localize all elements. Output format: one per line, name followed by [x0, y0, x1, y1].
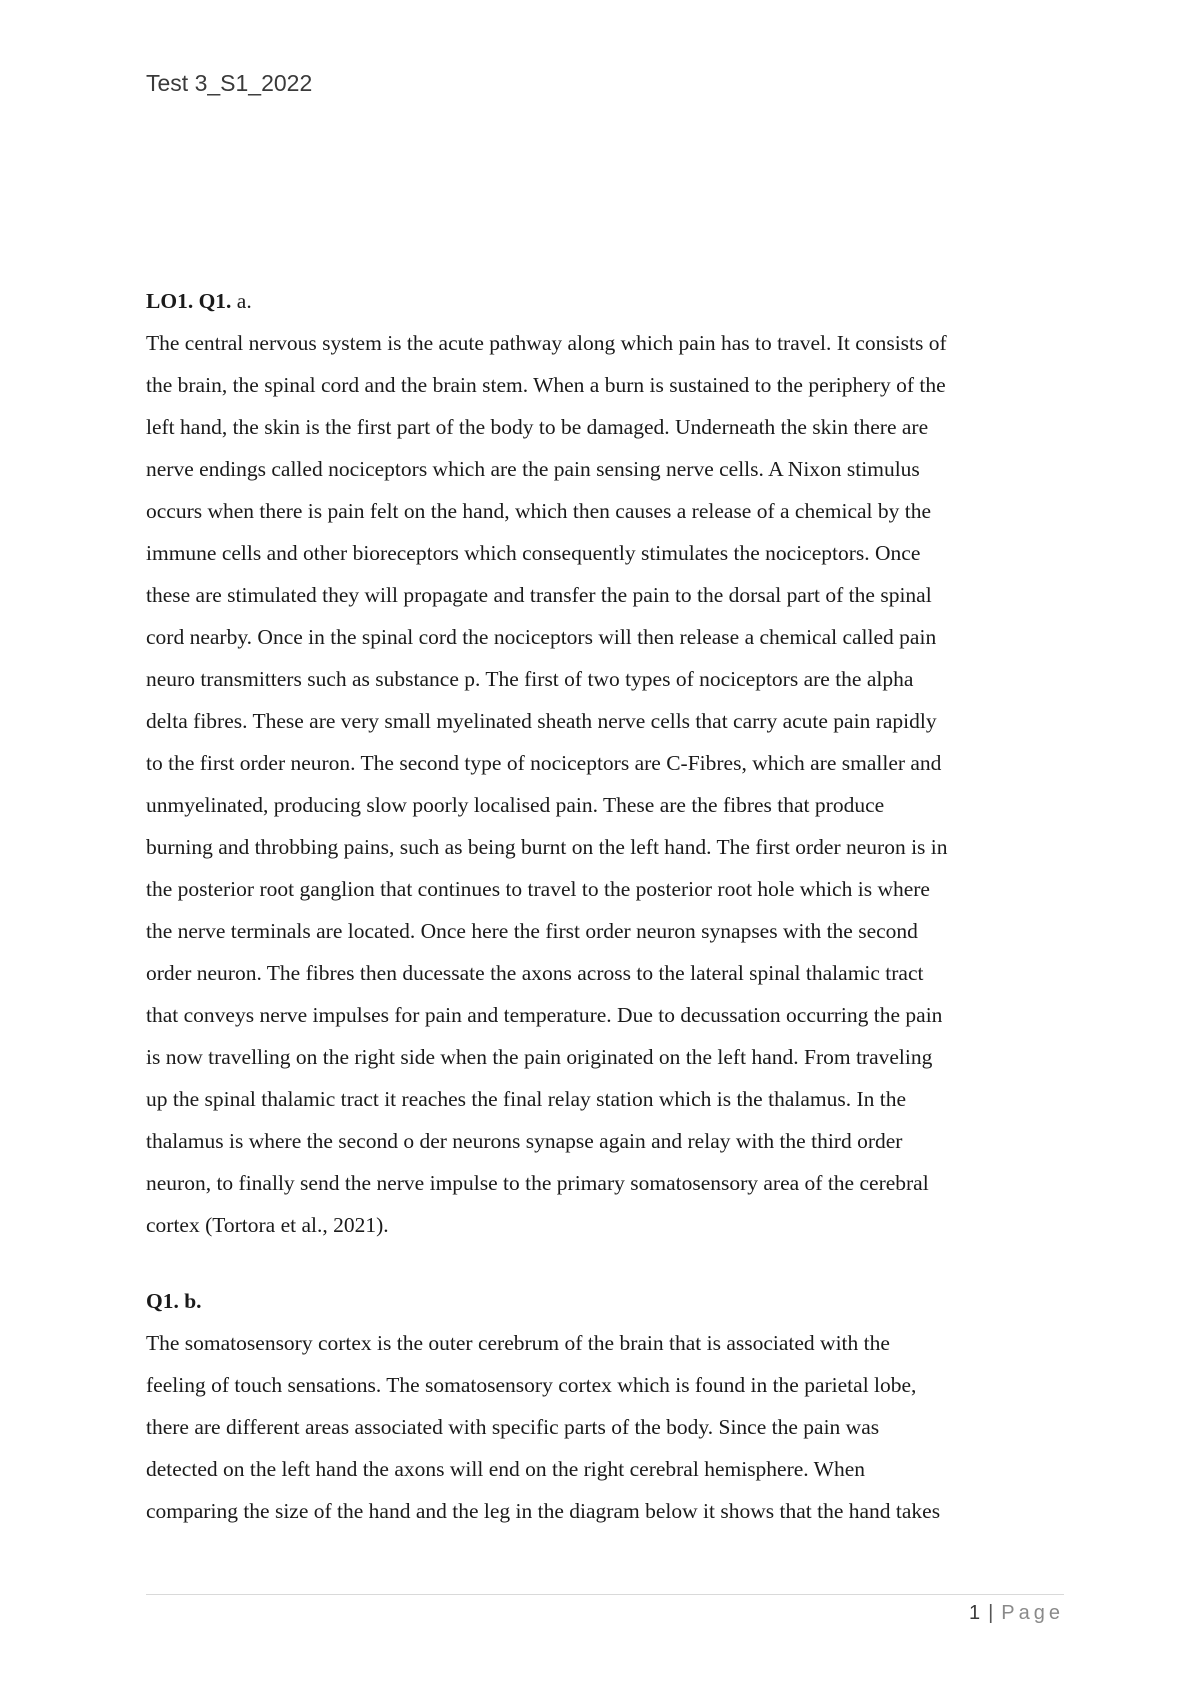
text-line: cord nearby. Once in the spinal cord the nociceptors will then release a chemical called pain	[146, 625, 937, 649]
text-line: occurs when there is pain felt on the hand, which then causes a release of a chemical by the	[146, 499, 932, 523]
heading-bold: LO1. Q1.	[146, 289, 232, 313]
text-line: left hand, the skin is the first part of the body to be damaged. Underneath the skin there are	[146, 415, 929, 439]
text-line: the brain, the spinal cord and the brain stem. When a burn is sustained to the periphery of the	[146, 373, 946, 397]
text-line: neuron, to finally send the nerve impulse to the primary somatosensory area of the cerebral	[146, 1171, 929, 1195]
text-line: to the first order neuron. The second type of nociceptors are C-Fibres, which are smaller and	[146, 751, 942, 775]
page-footer	[969, 1602, 1064, 1625]
page-header: Test 3_S1_2022	[146, 70, 313, 96]
paragraph	[146, 322, 1066, 1246]
text-line: the nerve terminals are located. Once here the first order neuron synapses with the second	[146, 919, 918, 943]
text-line: immune cells and other bioreceptors which consequently stimulates the nociceptors. Once	[146, 541, 921, 565]
text-line: delta fibres. These are very small myelinated sheath nerve cells that carry acute pain rapidly	[146, 709, 937, 733]
text-line: The somatosensory cortex is the outer cerebrum of the brain that is associated with the	[146, 1331, 890, 1355]
heading-suffix: a.	[231, 289, 252, 313]
section-q1b	[146, 1280, 1066, 1532]
text-line: detected on the left hand the axons will end on the right cerebral hemisphere. When	[146, 1457, 866, 1481]
footer-separator: |	[988, 1602, 994, 1624]
heading-bold: Q1. b.	[146, 1289, 202, 1313]
paragraph	[146, 1322, 1066, 1532]
text-line: thalamus is where the second o der neurons synapse again and relay with the third order	[146, 1129, 903, 1153]
text-line: there are different areas associated with specific parts of the body. Since the pain was	[146, 1415, 880, 1439]
section-q1a	[146, 280, 1066, 1246]
section-heading	[146, 1280, 1066, 1322]
text-line: that conveys nerve impulses for pain and temperature. Due to decussation occurring the pain	[146, 1003, 943, 1027]
text-line: comparing the size of the hand and the leg in the diagram below it shows that the hand takes	[146, 1499, 941, 1523]
page-number: 1	[968, 1602, 981, 1624]
text-line: cortex (Tortora et al., 2021).	[146, 1213, 389, 1237]
text-line: up the spinal thalamic tract it reaches the final relay station which is the thalamus. In the	[146, 1087, 907, 1111]
page-label: Page	[1001, 1602, 1064, 1624]
text-line: is now travelling on the right side when the pain originated on the left hand. From traveling	[146, 1045, 933, 1069]
text-line: feeling of touch sensations. The somatosensory cortex which is found in the parietal lobe,	[146, 1373, 917, 1397]
section-heading	[146, 280, 1066, 322]
text-line: nerve endings called nociceptors which are the pain sensing nerve cells. A Nixon stimulus	[146, 457, 920, 481]
text-line: unmyelinated, producing slow poorly localised pain. These are the fibres that produce	[146, 793, 885, 817]
text-line: the posterior root ganglion that continues to travel to the posterior root hole which is where	[146, 877, 930, 901]
text-line: The central nervous system is the acute pathway along which pain has to travel. It consists of	[146, 331, 947, 355]
text-line: order neuron. The fibres then ducessate the axons across to the lateral spinal thalamic tract	[146, 961, 924, 985]
footer-divider	[146, 1594, 1064, 1595]
text-line: neuro transmitters such as substance p. The first of two types of nociceptors are the alpha	[146, 667, 914, 691]
text-line: these are stimulated they will propagate and transfer the pain to the dorsal part of the spinal	[146, 583, 932, 607]
text-line: burning and throbbing pains, such as being burnt on the left hand. The first order neuron is in	[146, 835, 948, 859]
